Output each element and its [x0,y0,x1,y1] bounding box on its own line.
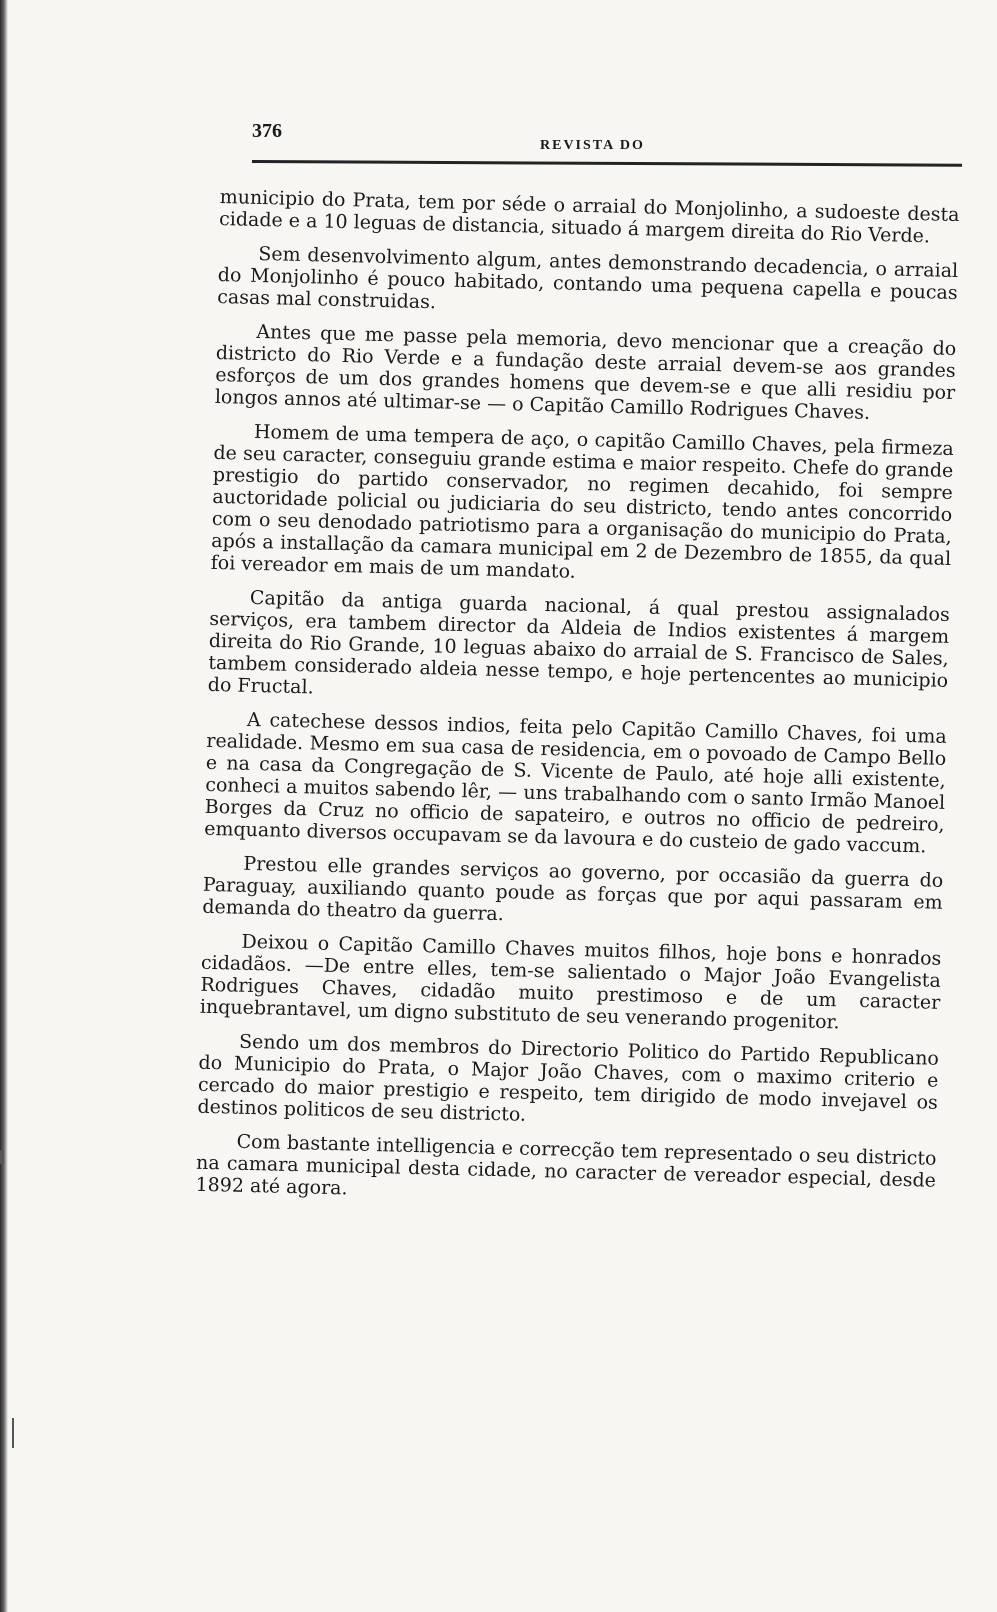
paragraph: Com bastante intelligencia e correcção tem representado o seu districto na camara municipal desta cidade, no caracter de vereador especial, desde 1892 até agora. [195,1130,937,1200]
paragraph: Antes que me passe pela memoria, devo mencionar que a creação do districto do Rio Verde e a fundação deste arraial devem-se aos grandes esforços de um dos grandes homens que devem-se e que alli residiu por longos annos até ultimar-se — o Capitão Camillo Rodrigues Chaves. [214,320,957,424]
paragraph: Sendo um dos membros do Directorio Politico do Partido Republicano do Municipio do Prata, o Major João Chaves, com o maximo criterio e cercado do maior prestigio e respeito, tem dirigido de modo invejavel os destinos politicos de seu districto. [197,1030,940,1126]
paragraph: A catechese dessos indios, feita pelo Capitão Camillo Chaves, foi uma realidade. Mesmo em sua casa de residencia, em o povoado de Campo Bello e na casa da Congregação de S. Vicente de Paulo, até hoje alli existente, conheci a muitos sabendo lêr, — uns trabalhando com o santo Irmão Manoel Borges da Cruz no officio de sapateiro, e outros no officio de pedreiro, emquanto diversos occupavam se da lavoura e do custeio de gado vaccum. [204,708,948,858]
paragraph: Capitão da antiga guarda nacional, á qual prestou assignalados serviços, era tambem director da Aldeia de Indios existentes á margem direita do Rio Grande, 10 leguas abaixo do arraial de S. Francisco de Sales, tambem considerado aldeia nesse tempo, e hoje pertencentes ao municipio do Fructal. [207,586,951,699]
page-number: 376 [252,120,282,142]
paragraph: Homem de uma tempera de aço, o capitão Camillo Chaves, pela firmeza de seu caracter, conseguiu grande estima e maior respeito. Chefe do grande prestigio do partido conservador, no regimen decahido, foi sempre auctoridade policial ou judiciaria do seu districto, tendo antes concorrido com o seu denodado patriotismo para a organisação do municipio do Prata, após a installação da camara municipal em 2 de Dezembro de 1855, da qual foi vereador em mais de um mandato. [210,420,955,583]
running-head: REVISTA DO [540,138,645,153]
body-text [195,186,960,1226]
margin-mark [0,1150,4,1164]
paragraph: Deixou o Capitão Camillo Chaves muitos filhos, hoje bons e honrados cidadãos. —De entre elles, tem-se salientado o Major João Evangelista Rodrigues Chaves, cidadão muito prestimoso e de um caracter inquebrantavel, um digno substituto de seu venerando progenitor. [199,930,942,1034]
margin-mark [12,1418,14,1448]
paragraph: municipio do Prata, tem por séde o arraial do Monjolinho, a sudoeste desta cidade e a 10 leguas de distancia, situado á margem direita do Rio Verde. [218,186,960,248]
page-binding-edge [0,0,8,1612]
paragraph: Sem desenvolvimento algum, antes demonstrando decadencia, o arraial do Monjolinho é pouco habitado, contando uma pequena capella e poucas casas mal construidas. [217,242,959,314]
paragraph: Prestou elle grandes serviços ao governo, por occasião da guerra do Paraguay, auxiliando quanto poude as forças que por aqui passaram em demanda do theatro da guerra. [202,852,944,926]
header-rule [252,160,962,167]
